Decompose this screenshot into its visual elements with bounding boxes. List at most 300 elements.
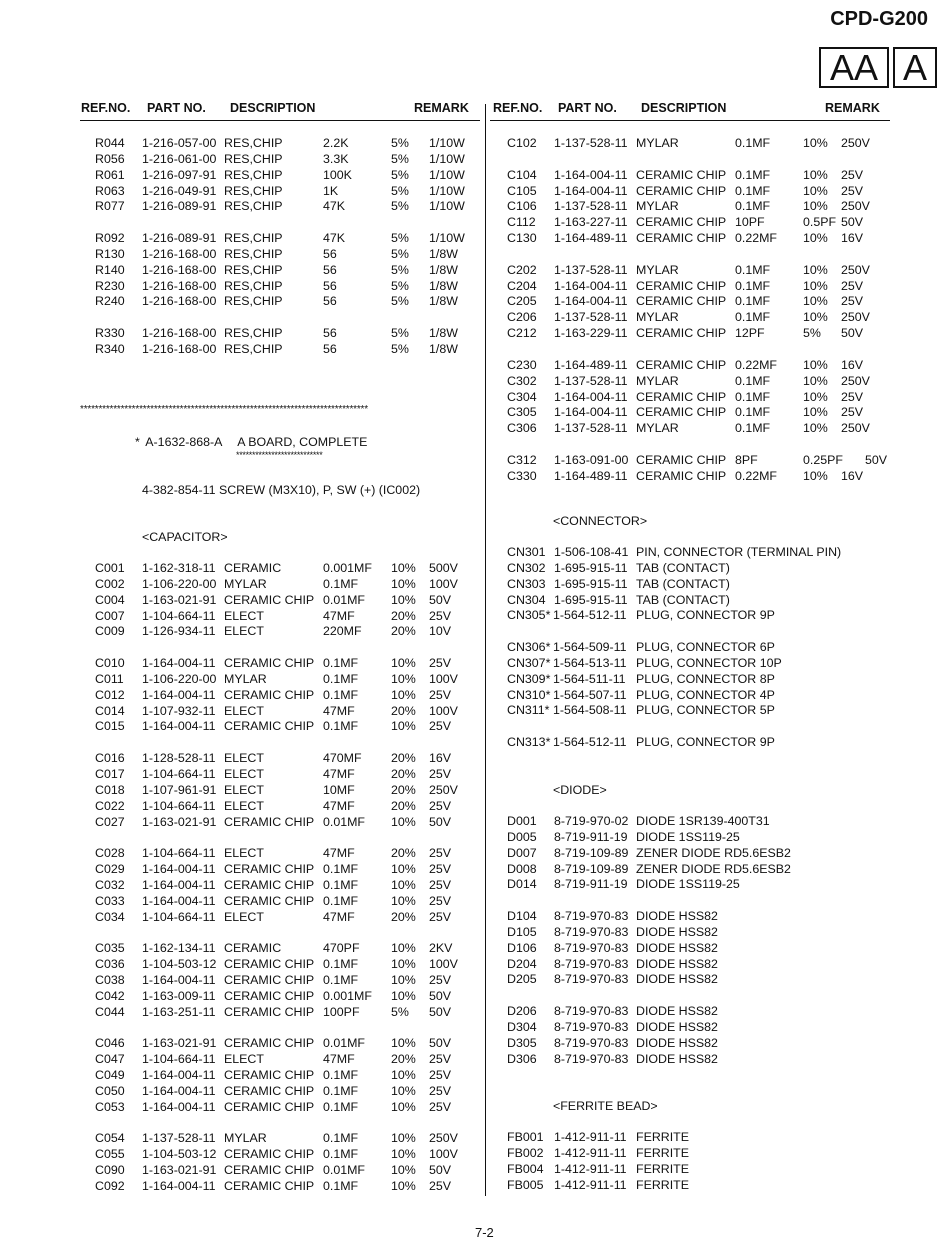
cell-ref-no: C042 [95, 988, 125, 1003]
cell-ref-no: C205 [507, 294, 537, 309]
cell-part-no: 1-564-513-11 [553, 655, 627, 670]
cell-rating: 1/8W [429, 294, 458, 309]
cell-ref-no: C011 [95, 671, 124, 686]
cell-rating: 25V [429, 862, 452, 877]
cell-rating: 25V [841, 294, 864, 309]
cell-part-no: 1-164-004-11 [142, 1083, 216, 1098]
cell-value: 56 [323, 341, 337, 356]
cell-value: 0.1MF [735, 389, 771, 404]
cell-ref-no: R044 [95, 136, 125, 150]
part-row [0, 358, 950, 374]
cell-description: MYLAR [636, 136, 679, 150]
cell-description: RES,CHIP [224, 231, 283, 246]
cell-ref-no: D204 [507, 956, 537, 971]
cell-part-no: 1-216-168-00 [142, 246, 217, 261]
cell-ref-no: C054 [95, 1131, 125, 1146]
part-row [0, 310, 950, 326]
part-row [0, 814, 950, 830]
badge-a: A [893, 47, 937, 88]
cell-tolerance: 10% [391, 941, 416, 956]
cell-rating: 16V [841, 357, 864, 372]
part-row [0, 1052, 950, 1068]
cell-rating: 1/8W [429, 278, 458, 293]
cell-value: 0.1MF [735, 183, 771, 198]
cell-tolerance: 10% [803, 167, 828, 182]
cell-rating: 250V [841, 421, 870, 436]
cell-value: 0.001MF [323, 988, 372, 1003]
cell-part-no: 1-164-004-11 [554, 294, 628, 309]
cell-rating: 16V [841, 231, 864, 246]
part-row [0, 608, 950, 624]
cell-ref-no: CN302 [507, 560, 546, 575]
cell-part-no: 1-412-911-11 [554, 1145, 627, 1160]
diode-heading: <DIODE> [553, 783, 607, 797]
cell-tolerance: 20% [391, 798, 416, 813]
cell-part-no: 1-164-004-11 [554, 278, 628, 293]
cell-ref-no: C090 [95, 1163, 125, 1178]
cell-ref-no: FB005 [507, 1177, 544, 1192]
cell-description: CERAMIC CHIP [224, 687, 315, 702]
cell-value: 47K [323, 231, 346, 246]
cell-description: PLUG, CONNECTOR 8P [636, 671, 775, 686]
cell-description: DIODE 1SR139-400T31 [636, 814, 770, 828]
cell-ref-no: C010 [95, 656, 125, 671]
cell-part-no: 8-719-970-83 [554, 909, 629, 924]
header-part-no: PART NO. [558, 101, 617, 115]
cell-description: ELECT [224, 703, 264, 718]
cell-tolerance: 10% [391, 893, 416, 908]
cell-value: 12PF [735, 326, 765, 341]
cell-part-no: 1-564-512-11 [553, 735, 627, 750]
cell-tolerance: 10% [391, 576, 416, 591]
cell-value: 0.1MF [323, 719, 359, 734]
cell-ref-no: D304 [507, 1019, 537, 1034]
cell-rating: 25V [841, 167, 864, 182]
cell-description: CERAMIC CHIP [224, 972, 315, 987]
part-row [0, 374, 950, 390]
cell-description: CERAMIC CHIP [224, 957, 315, 972]
cell-value: 0.1MF [735, 199, 771, 214]
cell-ref-no: D205 [507, 972, 537, 987]
cell-ref-no: C028 [95, 846, 125, 861]
cell-part-no: 8-719-970-83 [554, 972, 629, 987]
cell-part-no: 8-719-109-89 [554, 845, 629, 860]
cell-part-no: 1-216-061-00 [142, 151, 217, 166]
cell-tolerance: 10% [803, 468, 828, 483]
group-gap [0, 247, 950, 263]
cell-part-no: 1-164-004-11 [554, 167, 628, 182]
cell-ref-no: CN307* [507, 655, 551, 670]
cell-rating: 100V [429, 671, 458, 686]
cell-description: MYLAR [636, 310, 679, 325]
cell-ref-no: D005 [507, 829, 537, 844]
cell-part-no: 1-564-511-11 [553, 671, 626, 686]
cell-description: ELECT [224, 608, 264, 623]
cell-tolerance: 10% [391, 1036, 416, 1051]
cell-ref-no: C017 [95, 766, 125, 781]
cell-value: 8PF [735, 452, 758, 467]
group-gap [0, 437, 950, 453]
cell-part-no: 1-164-004-11 [142, 687, 216, 702]
cell-rating: 25V [429, 766, 452, 781]
part-row [0, 1068, 480, 1084]
cell-ref-no: CN311* [507, 703, 550, 718]
cell-ref-no: D105 [507, 924, 537, 939]
part-row [0, 972, 950, 988]
part-row [0, 783, 480, 799]
cell-value: 0.01MF [323, 814, 366, 829]
board-underline: *************************** [236, 450, 323, 460]
cell-value: 0.1MF [735, 278, 771, 293]
cell-tolerance: 5% [391, 199, 409, 214]
part-row [0, 184, 950, 200]
cell-part-no: 1-104-664-11 [142, 798, 216, 813]
header-ref-no: REF.NO. [81, 101, 131, 115]
part-row [0, 640, 950, 656]
group-gap [0, 342, 950, 358]
cell-description: CERAMIC CHIP [224, 1099, 315, 1114]
cell-rating: 250V [429, 1131, 458, 1146]
board-part-number: A-1632-868-A [145, 435, 222, 449]
cell-tolerance: 5% [391, 341, 409, 356]
cell-value: 3.3K [323, 151, 349, 166]
cell-value: 0.01MF [323, 1163, 366, 1178]
header-remark: REMARK [825, 101, 880, 115]
cell-tolerance: 5% [391, 167, 409, 182]
cell-description: CERAMIC CHIP [224, 1036, 315, 1051]
cell-part-no: 1-163-021-91 [142, 1163, 217, 1178]
cell-value: 0.1MF [735, 136, 771, 150]
cell-part-no: 8-719-970-83 [554, 1051, 629, 1066]
cell-rating: 250V [841, 310, 870, 325]
cell-ref-no: C007 [95, 608, 125, 623]
part-row [0, 862, 950, 878]
cell-tolerance: 20% [391, 909, 416, 924]
cell-value: 0.1MF [735, 373, 771, 388]
cell-ref-no: C035 [95, 941, 125, 956]
cell-value: 0.1MF [323, 862, 359, 877]
cell-description: ELECT [224, 782, 264, 797]
cell-ref-no: R340 [95, 341, 125, 356]
cell-rating: 100V [429, 1147, 458, 1162]
cell-ref-no: R230 [95, 278, 125, 293]
cell-part-no: 1-506-108-41 [554, 545, 629, 559]
cell-part-no: 1-162-134-11 [142, 941, 216, 956]
cell-description: PLUG, CONNECTOR 9P [636, 735, 775, 750]
part-row [0, 688, 950, 704]
part-row [0, 751, 480, 767]
cell-tolerance: 10% [803, 421, 828, 436]
cell-description: RES,CHIP [224, 167, 283, 182]
cell-tolerance: 20% [391, 751, 416, 766]
cell-part-no: 1-104-664-11 [142, 909, 216, 924]
cell-rating: 50V [841, 326, 864, 341]
cell-tolerance: 20% [391, 703, 416, 718]
cell-tolerance: 10% [391, 671, 416, 686]
cell-ref-no: R063 [95, 183, 125, 198]
cell-description: MYLAR [636, 373, 679, 388]
cell-ref-no: C012 [95, 687, 125, 702]
cell-tolerance: 5% [391, 183, 409, 198]
cell-rating: 250V [841, 136, 870, 150]
diode-list [0, 814, 950, 1068]
cell-rating: 1/8W [429, 246, 458, 261]
cell-tolerance: 10% [803, 199, 828, 214]
badge-aa: AA [819, 47, 889, 88]
cell-part-no: 1-216-089-91 [142, 231, 217, 246]
cell-value: 0.1MF [323, 671, 359, 686]
cell-tolerance: 5% [391, 278, 409, 293]
cell-description: CERAMIC CHIP [224, 1068, 315, 1082]
cell-part-no: 8-719-970-83 [554, 1004, 629, 1019]
cell-ref-no: D001 [507, 814, 537, 828]
cell-rating: 1/10W [429, 199, 465, 214]
cell-rating: 1/8W [429, 326, 458, 341]
cell-tolerance: 20% [391, 608, 416, 623]
cell-value: 10PF [735, 215, 765, 230]
cell-ref-no: R092 [95, 231, 125, 246]
cell-tolerance: 10% [391, 687, 416, 702]
cell-description: CERAMIC CHIP [636, 167, 727, 182]
cell-value: 0.1MF [323, 877, 359, 892]
cell-part-no: 1-164-489-11 [554, 357, 628, 372]
cell-value: 0.22MF [735, 231, 778, 246]
cell-description: CERAMIC CHIP [636, 326, 727, 341]
cell-description: CERAMIC CHIP [636, 278, 727, 293]
cell-part-no: 1-164-004-11 [554, 389, 628, 404]
cell-rating: 25V [429, 1099, 452, 1114]
part-row [0, 1020, 950, 1036]
cell-value: 0.1MF [323, 576, 359, 591]
cell-ref-no: C032 [95, 877, 125, 892]
cell-tolerance: 5% [391, 294, 409, 309]
cell-description: CERAMIC CHIP [224, 893, 315, 908]
part-row [0, 136, 950, 152]
cell-ref-no: C009 [95, 624, 125, 639]
cell-description: CERAMIC CHIP [636, 405, 727, 420]
cell-ref-no: C304 [507, 389, 537, 404]
cell-value: 47MF [323, 766, 355, 781]
cell-rating: 25V [841, 183, 864, 198]
cell-ref-no: C312 [507, 452, 537, 467]
cell-ref-no: C106 [507, 199, 537, 214]
header-part-no: PART NO. [147, 101, 206, 115]
cell-tolerance: 10% [391, 862, 416, 877]
group-gap [0, 152, 950, 168]
cell-description: DIODE 1SS119-25 [636, 829, 740, 844]
cell-value: 470MF [323, 751, 362, 766]
cell-ref-no: C230 [507, 357, 537, 372]
cell-value: 0.1MF [323, 1131, 359, 1146]
page-number: 7-2 [475, 1225, 494, 1240]
cell-part-no: 1-104-503-12 [142, 1147, 217, 1162]
cell-description: RES,CHIP [224, 262, 283, 277]
part-row [0, 735, 950, 751]
cell-tolerance: 10% [803, 405, 828, 420]
screw-part-number: 4-382-854-11 [142, 483, 216, 497]
cell-ref-no: C202 [507, 262, 537, 277]
cell-tolerance: 10% [391, 957, 416, 972]
cell-value: 0.1MF [735, 310, 771, 325]
cell-rating: 50V [429, 1004, 452, 1019]
cell-tolerance: 5% [391, 1004, 409, 1019]
cell-rating: 25V [841, 405, 864, 420]
cell-part-no: 8-719-970-83 [554, 924, 629, 939]
cell-part-no: 1-164-004-11 [142, 893, 216, 908]
cell-description: MYLAR [636, 421, 679, 436]
cell-value: 0.01MF [323, 1036, 366, 1051]
cell-part-no: 1-163-021-91 [142, 1036, 217, 1051]
cell-description: CERAMIC [224, 941, 282, 956]
cell-description: CERAMIC CHIP [636, 357, 727, 372]
cell-ref-no: C044 [95, 1004, 125, 1019]
group-gap [0, 719, 950, 735]
cell-description: TAB (CONTACT) [636, 576, 730, 591]
cell-description: CERAMIC CHIP [636, 294, 727, 309]
cell-tolerance: 0.5PF [803, 215, 837, 230]
cell-rating: 100V [429, 703, 458, 718]
cell-tolerance: 5% [391, 262, 409, 277]
cell-tolerance: 10% [391, 1147, 416, 1162]
cell-ref-no: C204 [507, 278, 537, 293]
cell-description: DIODE HSS82 [636, 972, 718, 987]
cell-value: 0.001MF [323, 561, 372, 575]
cell-part-no: 1-564-512-11 [553, 608, 627, 623]
cell-description: ELECT [224, 766, 264, 781]
cell-description: ZENER DIODE RD5.6ESB2 [636, 861, 791, 876]
cell-ref-no: C330 [507, 468, 537, 483]
cell-description: RES,CHIP [224, 151, 283, 166]
cell-rating: 25V [429, 687, 452, 702]
cell-part-no: 8-719-109-89 [554, 861, 629, 876]
cell-value: 47MF [323, 846, 355, 861]
badge-group [819, 47, 937, 88]
part-row [0, 1100, 480, 1116]
part-row [0, 1162, 950, 1178]
cell-description: CERAMIC CHIP [224, 988, 315, 1003]
cell-part-no: 1-412-911-11 [554, 1177, 627, 1192]
cell-value: 0.1MF [735, 294, 771, 309]
cell-value: 47MF [323, 1052, 355, 1067]
cell-description: ELECT [224, 624, 264, 639]
cell-ref-no: C055 [95, 1147, 125, 1162]
cell-tolerance: 5% [391, 326, 409, 341]
cell-tolerance: 10% [803, 183, 828, 198]
cell-value: 100PF [323, 1004, 360, 1019]
cell-tolerance: 0.25PF [803, 452, 843, 467]
cell-value: 0.1MF [323, 893, 359, 908]
cell-value: 56 [323, 246, 337, 261]
cell-part-no: 1-137-528-11 [554, 421, 628, 436]
header-remark: REMARK [414, 101, 469, 115]
cell-value: 0.1MF [323, 1083, 359, 1098]
cell-tolerance: 20% [391, 846, 416, 861]
cell-ref-no: C022 [95, 798, 125, 813]
cell-value: 56 [323, 326, 337, 341]
cell-description: CERAMIC CHIP [224, 1163, 315, 1178]
cell-description: FERRITE [636, 1161, 690, 1176]
cell-value: 47MF [323, 703, 355, 718]
cell-part-no: 1-137-528-11 [554, 310, 628, 325]
cell-value: 470PF [323, 941, 360, 956]
cell-part-no: 1-163-009-11 [142, 988, 216, 1003]
cell-part-no: 1-216-049-91 [142, 183, 217, 198]
cell-rating: 25V [429, 877, 452, 892]
cell-description: DIODE HSS82 [636, 1004, 718, 1019]
cell-tolerance: 20% [391, 1052, 416, 1067]
cell-description: CERAMIC CHIP [224, 877, 315, 892]
cell-tolerance: 10% [391, 988, 416, 1003]
ferrite-heading: <FERRITE BEAD> [553, 1099, 658, 1113]
part-row [0, 1084, 480, 1100]
cell-rating: 250V [841, 199, 870, 214]
cell-tolerance: 10% [803, 136, 828, 150]
cell-part-no: 1-164-004-11 [554, 405, 628, 420]
cell-ref-no: C047 [95, 1052, 125, 1067]
cell-ref-no: R061 [95, 167, 125, 182]
cell-description: DIODE HSS82 [636, 1019, 718, 1034]
cell-ref-no: C016 [95, 751, 125, 766]
cell-ref-no: R240 [95, 294, 125, 309]
cell-part-no: 1-137-528-11 [142, 1131, 216, 1146]
cell-rating: 25V [841, 278, 864, 293]
cell-part-no: 8-719-970-83 [554, 956, 629, 971]
cell-rating: 25V [429, 798, 452, 813]
cell-tolerance: 10% [391, 656, 416, 671]
cell-ref-no: C102 [507, 136, 537, 150]
connector-list [0, 545, 950, 751]
part-row [0, 1004, 950, 1020]
cell-description: RES,CHIP [224, 341, 283, 356]
cell-ref-no: C306 [507, 421, 537, 436]
group-gap [0, 893, 950, 909]
cell-part-no: 1-564-509-11 [553, 640, 627, 655]
part-row [0, 561, 950, 577]
part-row [0, 1036, 950, 1052]
cell-tolerance: 10% [391, 561, 416, 575]
cell-description: RES,CHIP [224, 326, 283, 341]
cell-value: 0.1MF [323, 687, 359, 702]
cell-value: 0.22MF [735, 468, 778, 483]
cell-rating: 1/10W [429, 167, 465, 182]
cell-ref-no: C033 [95, 893, 125, 908]
cell-part-no: 1-695-915-11 [554, 560, 628, 575]
cell-description: ZENER DIODE RD5.6ESB2 [636, 845, 791, 860]
cell-rating: 25V [429, 608, 452, 623]
cell-part-no: 1-107-961-91 [142, 782, 217, 797]
header-ref-no: REF.NO. [493, 101, 543, 115]
cell-ref-no: FB001 [507, 1130, 544, 1144]
cell-part-no: 8-719-970-83 [554, 1019, 629, 1034]
cell-part-no: 1-164-489-11 [554, 231, 628, 246]
cell-part-no: 1-164-004-11 [142, 1178, 216, 1193]
cell-rating: 25V [429, 893, 452, 908]
cell-ref-no: CN304 [507, 592, 546, 607]
cell-ref-no: FB004 [507, 1161, 544, 1176]
cell-ref-no: C046 [95, 1036, 125, 1051]
cell-description: CERAMIC CHIP [224, 814, 315, 829]
cell-rating: 10V [429, 624, 452, 639]
group-gap [0, 1116, 480, 1132]
cell-part-no: 1-137-528-11 [554, 199, 628, 214]
cell-ref-no: R140 [95, 262, 125, 277]
cell-tolerance: 10% [391, 719, 416, 734]
header-description: DESCRIPTION [230, 101, 316, 115]
cell-value: 56 [323, 262, 337, 277]
cell-value: 2.2K [323, 136, 349, 150]
cell-description: TAB (CONTACT) [636, 560, 730, 575]
cell-description: PLUG, CONNECTOR 6P [636, 640, 775, 655]
